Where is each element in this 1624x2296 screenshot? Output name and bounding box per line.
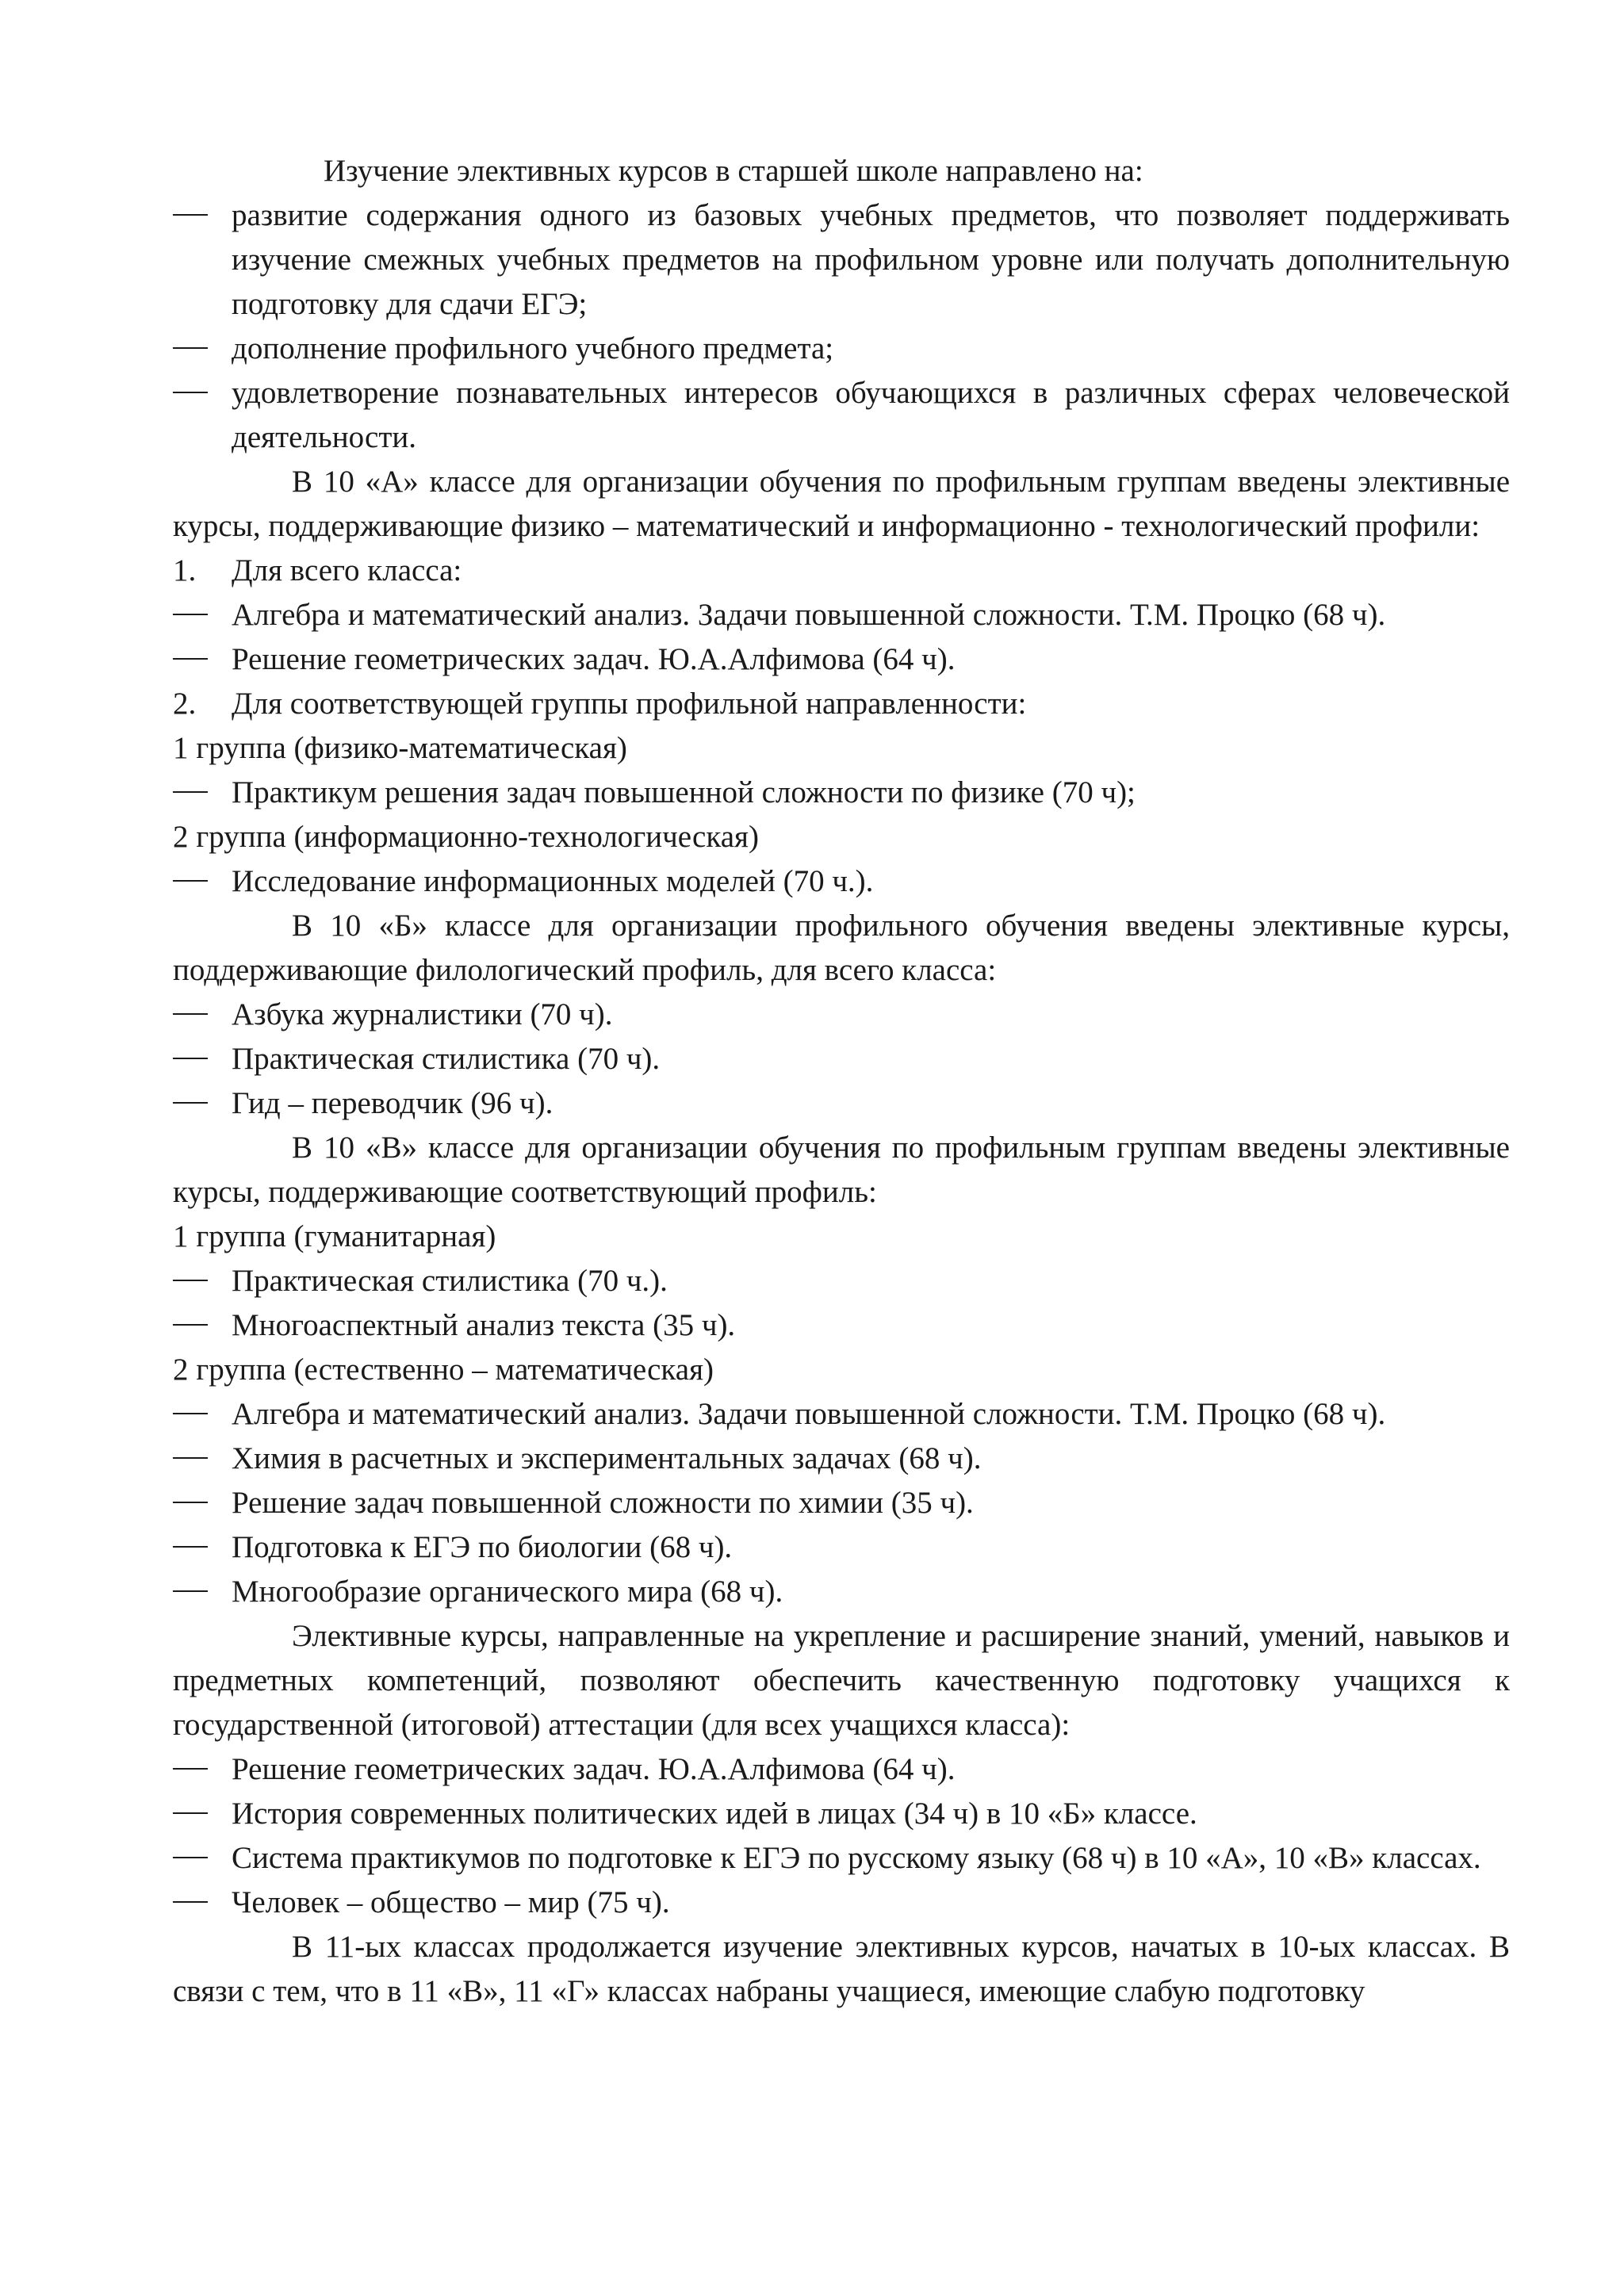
paragraph-attestation: Элективные курсы, направленные на укрепление и расширение знаний, умений, навыков и предметных компетенций, позволяют обеспечить качественную подготовку учащихся к государственной (итоговой) аттестации (для всех учащихся класса): (173, 1619, 1510, 1742)
group-label: 1 группа (гуманитарная) (173, 1219, 496, 1253)
dash-marker (173, 392, 208, 393)
list-item: История современных политических идей в лицах (34 ч) в 10 «Б» классе. (173, 1792, 1510, 1836)
dash-marker (173, 347, 208, 349)
dash-marker (173, 1457, 208, 1459)
dash-marker (173, 1546, 208, 1548)
group-label: 2 группа (информационно-технологическая) (173, 820, 759, 854)
dash-marker (173, 880, 208, 882)
group-label: 2 группа (естественно – математическая) (173, 1353, 714, 1387)
dash-marker (173, 614, 208, 615)
list-item: Система практикумов по подготовке к ЕГЭ по русскому языку (68 ч) в 10 «А», 10 «В» классах. (173, 1836, 1510, 1881)
list-item: Азбука журналистики (70 ч). (173, 993, 1510, 1037)
list-item: Практическая стилистика (70 ч). (173, 1037, 1510, 1081)
dash-marker (173, 214, 208, 216)
intro-heading: Изучение элективных курсов в старшей школе направлено на: (324, 154, 1143, 188)
dash-marker (173, 1280, 208, 1281)
dash-marker (173, 1502, 208, 1503)
list-item: Гид – переводчик (96 ч). (173, 1081, 1510, 1126)
list-item: Исследование информационных моделей (70 ч.). (173, 859, 1510, 904)
dash-marker (173, 1324, 208, 1326)
group-label: 1 группа (физико-математическая) (173, 731, 627, 765)
dash-marker (173, 658, 208, 660)
list-item: Химия в расчетных и экспериментальных задачах (68 ч). (173, 1437, 1510, 1481)
dash-marker (173, 1058, 208, 1059)
list-item: Многоаспектный анализ текста (35 ч). (173, 1303, 1510, 1348)
number-marker: 1. (173, 553, 197, 587)
paragraph-closing: В 11-ых классах продолжается изучение элективных курсов, начатых в 10-ых классах. В связи с тем, что в 11 «В», 11 «Г» классах набраны учащиеся, имеющие слабую подготовку (173, 1930, 1510, 2008)
list-item: Практикум решения задач повышенной сложности по физике (70 ч); (173, 771, 1510, 815)
list-item: Человек – общество – мир (75 ч). (173, 1881, 1510, 1925)
dash-marker (173, 1857, 208, 1858)
paragraph-10v: В 10 «В» классе для организации обучения по профильным группам введены элективные курсы, поддерживающие соответствующий профиль: (173, 1131, 1510, 1209)
list-item: Решение геометрических задач. Ю.А.Алфимова (64 ч). (173, 1747, 1510, 1792)
list-item: удовлетворение познавательных интересов обучающихся в различных сферах человеческой деятельности. (173, 371, 1510, 460)
dash-marker (173, 1413, 208, 1414)
number-marker: 2. (173, 687, 197, 721)
dash-marker (173, 1901, 208, 1903)
document-page (173, 149, 1510, 2014)
numbered-item: 1. Для всего класса: (173, 549, 1510, 593)
dash-marker (173, 1812, 208, 1814)
list-item: Многообразие органического мира (68 ч). (173, 1570, 1510, 1614)
dash-marker (173, 1590, 208, 1592)
numbered-item: 2. Для соответствующей группы профильной направленности: (173, 682, 1510, 726)
paragraph-10b: В 10 «Б» классе для организации профильного обучения введены элективные курсы, поддерживающие филологический профиль, для всего класса: (173, 909, 1510, 987)
list-item: развитие содержания одного из базовых учебных предметов, что позволяет поддерживать изучение смежных учебных предметов на профильном уровне или получать дополнительную подготовку для сдачи ЕГЭ; (173, 193, 1510, 327)
list-item: Практическая стилистика (70 ч.). (173, 1259, 1510, 1303)
dash-marker (173, 1768, 208, 1770)
paragraph-10a: В 10 «А» классе для организации обучения по профильным группам введены элективные курсы, поддерживающие физико – математический и информационно - технологический профили: (173, 465, 1510, 543)
list-item: дополнение профильного учебного предмета; (173, 327, 1510, 371)
list-item: Решение геометрических задач. Ю.А.Алфимова (64 ч). (173, 637, 1510, 682)
list-item: Подготовка к ЕГЭ по биологии (68 ч). (173, 1525, 1510, 1570)
dash-marker (173, 1102, 208, 1104)
dash-marker (173, 1013, 208, 1015)
list-item: Решение задач повышенной сложности по химии (35 ч). (173, 1481, 1510, 1525)
list-item: Алгебра и математический анализ. Задачи повышенной сложности. Т.М. Процко (68 ч). (173, 593, 1510, 637)
dash-marker (173, 791, 208, 793)
list-item: Алгебра и математический анализ. Задачи повышенной сложности. Т.М. Процко (68 ч). (173, 1392, 1510, 1437)
